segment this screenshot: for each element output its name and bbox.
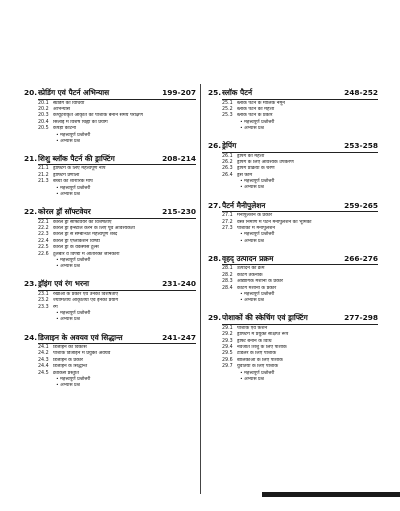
subtopic-number: 20.4 [38,119,49,125]
subtopic-number: 29.7 [222,364,233,370]
subtopic-title: कटिंग तकनीक [237,272,263,278]
chapter-page-range: 266-276 [344,253,378,263]
subtopic-number: 28.3 [222,279,233,285]
chapter-entry [208,254,378,305]
chapter-heading [24,154,196,163]
subtopic-title: कोरल ड्रॉ के वर्कस्पेस टूल्स [53,245,99,251]
subtopic-title: ब्लॉक पैटर्न के प्रकार [237,113,273,119]
bullet-item: • महत्त्वपूर्ण प्रश्नोत्तरी [208,232,378,238]
subtopic-title: कोरल ड्रॉ इन्स्टॉल करने के लिए पूर्व आवश्यकता [53,225,135,231]
chapter-heading [208,254,378,263]
chapter-number: 22. [24,207,38,217]
chapter-entry [208,88,378,132]
bullet-item: • अभ्यास प्रश्न [24,139,196,145]
subtopic-title: कोरल ड्रॉ सॉफ्टवेयर की विशेषताएँ [53,219,112,225]
subtopic-title: पोशाक डिजाइन में प्रयुक्त अवयव [53,351,111,357]
chapter-title: स्प्रेडिंग एवं पैटर्न अभिन्यास [38,88,110,97]
chapter-rule [38,218,196,219]
subtopic-number: 24.2 [38,351,49,357]
chapter-page-range: 215-230 [162,207,196,217]
subtopic-title: डिजाइन के सिद्धान्त [53,364,88,370]
subtopic-title: ड्रेपिंग के लिए आवश्यक उपकरण [237,160,294,166]
chapter-title: स्लॉक पैटर्न [222,88,253,97]
chapter-rule [38,99,196,100]
subtopic-title: स्प्रेडिंग की विधियाँ [53,100,85,106]
chapter-rule [222,152,378,153]
chapter-entry [24,207,196,270]
subtopic-title: ड्रेस फ़ार्म [237,172,253,178]
chapter-rule [222,264,378,265]
subtopic-title: क्रोकिस प्रस्तुति [53,370,79,376]
subtopic-number: 24.3 [38,357,49,363]
subtopic-row [24,179,196,185]
subtopic-title: ड्रेपिंग की महत्ता [237,153,265,159]
bullet-item: • अभ्यास प्रश्न [208,377,378,383]
subtopic-title: ड्राफ्टिंग में प्रयुक्त संक्षिप्त रूप [237,332,289,338]
chapter-heading [208,141,378,150]
subtopic-title: रेखाओं के प्रकार एवं उनकी विशेषताएँ [53,291,119,297]
subtopic-number: 20.3 [38,113,49,119]
bullet-item: • अभ्यास प्रश्न [24,383,196,389]
subtopic-row [24,305,196,311]
subtopic-title: अभिन्यास [53,106,70,112]
chapter-title: ड्रेपिंग [222,141,237,151]
chapter-page-range: 241-247 [162,332,196,342]
chapter-number: 29. [208,313,222,323]
bullet-item: • अभ्यास प्रश्न [208,239,378,245]
subtopic-number: 28.4 [222,285,233,291]
subtopic-row [208,173,378,179]
subtopic-title: ज्यामितीय आकृतियाँ एवं इनका प्रयोग [53,298,119,304]
chapter-page-range: 259-265 [344,200,378,210]
chapter-entry [208,313,378,383]
bullet-item: • महत्त्वपूर्ण प्रश्नोत्तरी [208,371,378,377]
chapter-title: पैटर्न मैनीपुलेशन [222,200,266,210]
chapter-rule [38,164,196,165]
chapter-heading [24,333,196,342]
subtopic-number: 26.4 [222,172,233,178]
chapter-rule [38,290,196,291]
right-column [208,88,378,392]
subtopic-number: 25.1 [222,100,233,106]
bullet-item: • महत्त्वपूर्ण प्रश्नोत्तरी [24,311,196,317]
subtopic-number: 24.1 [38,345,49,351]
subtopic-row [24,371,196,377]
chapter-page-range: 248-252 [344,88,378,97]
subtopic-title: नवजात शिशु के लिए पोशाकें [237,345,287,351]
subtopic-title: ड्राफ्ट बनाने के विधि [237,338,272,344]
subtopic-number: 26.1 [222,153,233,159]
subtopic-number: 26.2 [222,160,233,166]
subtopic-number: 29.2 [222,332,233,338]
left-column [24,88,196,398]
subtopic-number: 22.3 [38,232,49,238]
subtopic-title: रंग [53,304,58,310]
subtopic-title: ब्लॉक पैटर्न के मौलिक नमूने [237,100,285,106]
bullet-item: • महत्त्वपूर्ण प्रश्नोत्तरी [24,133,196,139]
chapter-heading [208,88,378,97]
subtopic-row [208,286,378,292]
subtopic-title: ब्लॉक पैटर्न की महत्ता [237,106,275,112]
subtopic-title: औद्योगिक मशीनों के प्रकार [237,279,283,285]
chapter-rule [222,99,378,100]
subtopic-title: ड्रेपिंग प्रक्रिया के चरण [237,166,275,172]
subtopic-title: डिजाइन का विकास [53,345,87,351]
chapter-entry [24,88,196,145]
chapter-entry [24,154,196,198]
bullet-item: • महत्त्वपूर्ण प्रश्नोत्तरी [24,186,196,192]
subtopic-number: 23.1 [38,291,49,297]
bullet-item: • महत्त्वपूर्ण प्रश्नोत्तरी [24,258,196,264]
chapter-rule [222,211,378,212]
subtopic-row [208,226,378,232]
bullet-item: • अभ्यास प्रश्न [208,185,378,191]
subtopic-title: मैनीपुलेशन के प्रकार [237,213,273,219]
subtopic-title: कटिंग मशीनों के प्रकार [237,285,277,291]
subtopic-title: टूलबार व विण्डो में अतिरिक्त जानकारी [53,251,120,257]
bullet-item: • महत्त्वपूर्ण प्रश्नोत्तरी [208,120,378,126]
chapter-number: 23. [24,279,38,289]
chapter-title: कोरल ड्रॉ सॉफ्टवेयर [38,207,91,217]
chapter-number: 21. [24,153,38,163]
bullet-item: • महत्त्वपूर्ण प्रश्नोत्तरी [208,292,378,298]
subtopic-number: 26.3 [222,166,233,172]
subtopic-number: 24.4 [38,364,49,370]
subtopic-number: 29.3 [222,338,233,344]
chapter-title: डिजाइन के अवयव एवं सिद्धान्त [38,332,123,342]
subtopic-title: वस्त्र निर्माण में पैटर्न मैनीपुलेशन की भूमिका [237,219,312,225]
subtopic-row [208,364,378,370]
subtopic-title: ड्राफ्टिंग के लिए महत्त्वपूर्ण नाप [53,166,106,172]
subtopic-number: 25.3 [222,113,233,119]
chapter-entry [208,201,378,245]
subtopic-number: 23.3 [38,304,49,310]
subtopic-title: टॉडलर के लिए पोशाकें [237,351,277,357]
bullet-item: • अभ्यास प्रश्न [24,192,196,198]
subtopic-title: युवतियों के लिए पोशाकें [237,364,279,370]
chapter-entry [208,141,378,192]
subtopic-number: 21.1 [38,166,49,172]
subtopic-number: 27.3 [222,225,233,231]
subtopic-number: 23.2 [38,298,49,304]
subtopic-title: ड्राफ्टिंग प्रणाली [53,172,80,178]
chapter-heading [24,88,196,97]
chapter-page-range: 253-258 [344,141,378,151]
subtopic-number: 22.5 [38,245,49,251]
footer-bar [262,492,400,497]
subtopic-title: बच्चों की शारीरिक माप [53,179,93,185]
chapter-number: 20. [24,88,38,97]
subtopic-number: 22.2 [38,225,49,231]
subtopic-title: डिजाइन के प्रकार [53,357,83,363]
bullet-item: • महत्त्वपूर्ण प्रश्नोत्तरी [208,179,378,185]
subtopic-title: कंप्यूटरीकृत आकृति की पोशाक बनाने समय परीक्षण [53,113,143,119]
subtopic-number: 29.5 [222,351,233,357]
chapter-page-range: 208-214 [162,153,196,163]
subtopic-row [208,113,378,119]
subtopic-title: पोशाकों में मैनीपुलेशन [237,225,275,231]
chapter-page-range: 231-240 [162,279,196,289]
chapter-number: 27. [208,200,222,210]
chapter-heading [208,313,378,322]
subtopic-number: 22.6 [38,251,49,257]
subtopic-title: कोरल ड्रॉ एप्लीकेशन विण्डो [53,238,100,244]
subtopic-title: कोरल ड्रॉ से सम्बन्धित महत्त्वपूर्ण शब्द [53,232,118,238]
chapter-title: पोशाकों की स्केचिंग एवं ड्राफ्टिंग [222,313,308,323]
bullet-item: • अभ्यास प्रश्न [24,264,196,270]
chapter-rule [222,324,378,325]
subtopic-number: 29.1 [222,325,233,331]
chapter-number: 28. [208,253,222,263]
chapter-rule [38,343,196,344]
bullet-item: • अभ्यास प्रश्न [208,126,378,132]
subtopic-number: 21.3 [38,179,49,185]
chapter-entry [24,333,196,390]
subtopic-row [24,126,196,132]
subtopic-title: बालिकाओं के लिए पोशाकें [237,357,283,363]
subtopic-title: सिलाई में विशेष चिह्नों का प्रयोग [53,119,108,125]
subtopic-title: कपड़ा काटना [53,126,76,132]
chapter-title: शिशु ब्लॉक पैटर्न की ड्राफ्टिंग [38,153,115,163]
subtopic-number: 20.1 [38,100,49,106]
chapter-title: वृहद् उत्पादन प्रक्रम [222,253,274,263]
chapter-heading [208,201,378,210]
chapter-page-range: 199-207 [162,88,196,97]
chapter-entry [24,279,196,323]
bullet-item: • अभ्यास प्रश्न [24,317,196,323]
chapter-number: 24. [24,332,38,342]
chapter-number: 25. [208,88,222,97]
subtopic-title: उत्पादन का क्रम [237,266,265,272]
subtopic-number: 28.1 [222,266,233,272]
column-divider [200,84,201,494]
subtopic-row [24,252,196,258]
chapter-heading [24,207,196,216]
chapter-number: 26. [208,141,222,151]
subtopic-number: 27.2 [222,219,233,225]
bullet-item: • महत्त्वपूर्ण प्रश्नोत्तरी [24,377,196,383]
subtopic-number: 21.2 [38,172,49,178]
bullet-item: • अभ्यास प्रश्न [208,298,378,304]
subtopic-number: 29.4 [222,345,233,351]
subtopic-number: 25.2 [222,106,233,112]
subtopic-number: 27.1 [222,213,233,219]
subtopic-number: 22.4 [38,238,49,244]
subtopic-number: 24.5 [38,370,49,376]
subtopic-number: 22.1 [38,219,49,225]
chapter-title: ड्रॉइंग एवं रंग भरना [38,279,89,289]
subtopic-number: 29.6 [222,357,233,363]
chapter-page-range: 277-298 [344,313,378,323]
subtopic-title: पोशाक एवं फ़ैशन [237,325,268,331]
subtopic-number: 28.2 [222,272,233,278]
chapter-heading [24,279,196,288]
subtopic-number: 20.2 [38,106,49,112]
subtopic-number: 20.5 [38,126,49,132]
